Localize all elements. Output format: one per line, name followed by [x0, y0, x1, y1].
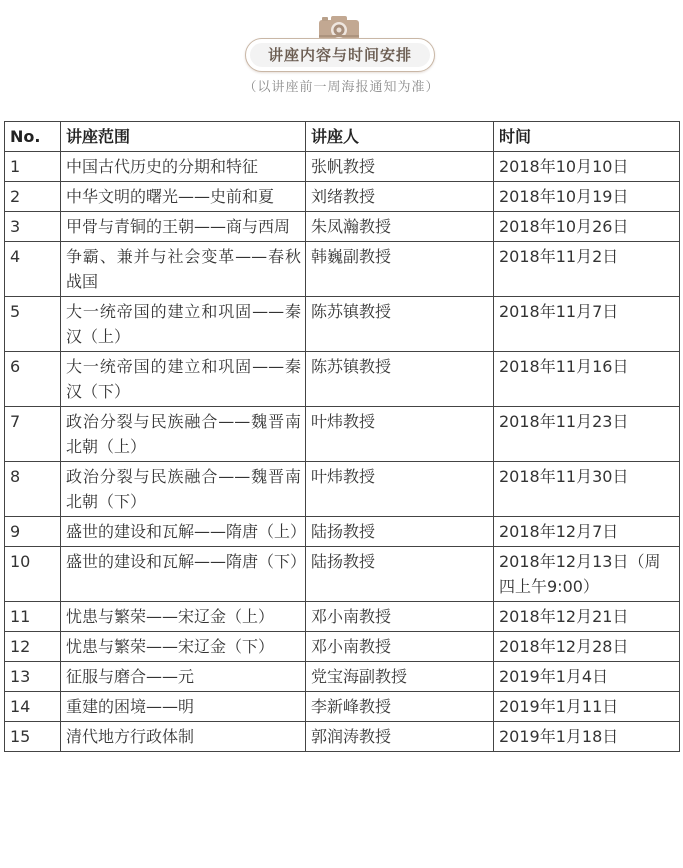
- cell-speaker: 叶炜教授: [306, 462, 494, 517]
- cell-date: 2018年11月7日: [494, 297, 680, 352]
- cell-date: 2018年10月26日: [494, 212, 680, 242]
- cell-date: 2018年11月2日: [494, 242, 680, 297]
- cell-date: 2019年1月11日: [494, 692, 680, 722]
- cell-no: 15: [5, 722, 61, 752]
- table-row: [5, 352, 680, 407]
- cell-topic: 清代地方行政体制: [61, 722, 306, 752]
- cell-speaker: 党宝海副教授: [306, 662, 494, 692]
- cell-speaker: 刘绪教授: [306, 182, 494, 212]
- cell-topic: 甲骨与青铜的王朝——商与西周: [61, 212, 306, 242]
- cell-topic: 忧患与繁荣——宋辽金（下）: [61, 632, 306, 662]
- cell-no: 2: [5, 182, 61, 212]
- cell-speaker: 邓小南教授: [306, 632, 494, 662]
- cell-speaker: 陆扬教授: [306, 517, 494, 547]
- table-row: [5, 182, 680, 212]
- cell-topic: 重建的困境——明: [61, 692, 306, 722]
- cell-date: 2018年12月13日（周四上午9:00）: [494, 547, 680, 602]
- cell-date: 2018年11月30日: [494, 462, 680, 517]
- subtitle-note: （以讲座前一周海报通知为准）: [243, 80, 440, 95]
- cell-topic: 中国古代历史的分期和特征: [61, 152, 306, 182]
- cell-no: 9: [5, 517, 61, 547]
- cell-speaker: 邓小南教授: [306, 602, 494, 632]
- lecture-schedule-table: [4, 121, 680, 752]
- cell-date: 2018年11月16日: [494, 352, 680, 407]
- cell-topic: 争霸、兼并与社会变革——春秋战国: [61, 242, 306, 297]
- cell-no: 12: [5, 632, 61, 662]
- cell-no: 3: [5, 212, 61, 242]
- table-row: [5, 462, 680, 517]
- cell-topic: 政治分裂与民族融合——魏晋南北朝（上）: [61, 407, 306, 462]
- cell-no: 11: [5, 602, 61, 632]
- table-row: [5, 602, 680, 632]
- cell-date: 2018年12月7日: [494, 517, 680, 547]
- table-row: [5, 407, 680, 462]
- table-row: [5, 547, 680, 602]
- cell-speaker: 陆扬教授: [306, 547, 494, 602]
- column-header-date: 时间: [494, 122, 680, 152]
- table-row: [5, 517, 680, 547]
- table-row: [5, 242, 680, 297]
- cell-date: 2019年1月4日: [494, 662, 680, 692]
- column-header-no: No.: [5, 122, 61, 152]
- section-header: [0, 0, 683, 110]
- cell-topic: 征服与磨合——元: [61, 662, 306, 692]
- cell-speaker: 韩巍副教授: [306, 242, 494, 297]
- cell-speaker: 张帆教授: [306, 152, 494, 182]
- cell-no: 13: [5, 662, 61, 692]
- cell-speaker: 郭润涛教授: [306, 722, 494, 752]
- cell-date: 2018年12月21日: [494, 602, 680, 632]
- table-row: [5, 662, 680, 692]
- cell-topic: 中华文明的曙光——史前和夏: [61, 182, 306, 212]
- cell-topic: 大一统帝国的建立和巩固——秦汉（上）: [61, 297, 306, 352]
- cell-no: 7: [5, 407, 61, 462]
- table-row: [5, 722, 680, 752]
- cell-no: 6: [5, 352, 61, 407]
- cell-speaker: 陈苏镇教授: [306, 297, 494, 352]
- page-title: 讲座内容与时间安排: [250, 43, 430, 67]
- cell-speaker: 叶炜教授: [306, 407, 494, 462]
- table-row: [5, 212, 680, 242]
- cell-no: 8: [5, 462, 61, 517]
- cell-no: 14: [5, 692, 61, 722]
- cell-topic: 大一统帝国的建立和巩固——秦汉（下）: [61, 352, 306, 407]
- cell-topic: 政治分裂与民族融合——魏晋南北朝（下）: [61, 462, 306, 517]
- cell-topic: 盛世的建设和瓦解——隋唐（下）: [61, 547, 306, 602]
- cell-speaker: 朱凤瀚教授: [306, 212, 494, 242]
- cell-speaker: 陈苏镇教授: [306, 352, 494, 407]
- table-row: [5, 152, 680, 182]
- cell-date: 2018年11月23日: [494, 407, 680, 462]
- cell-date: 2018年12月28日: [494, 632, 680, 662]
- cell-topic: 忧患与繁荣——宋辽金（上）: [61, 602, 306, 632]
- table-header-row: [5, 122, 680, 152]
- cell-date: 2018年10月19日: [494, 182, 680, 212]
- cell-no: 4: [5, 242, 61, 297]
- cell-topic: 盛世的建设和瓦解——隋唐（上）: [61, 517, 306, 547]
- title-badge: [245, 38, 435, 72]
- column-header-topic: 讲座范围: [61, 122, 306, 152]
- table-row: [5, 297, 680, 352]
- cell-no: 1: [5, 152, 61, 182]
- cell-date: 2019年1月18日: [494, 722, 680, 752]
- cell-no: 10: [5, 547, 61, 602]
- cell-date: 2018年10月10日: [494, 152, 680, 182]
- cell-no: 5: [5, 297, 61, 352]
- cell-speaker: 李新峰教授: [306, 692, 494, 722]
- table-row: [5, 692, 680, 722]
- column-header-speaker: 讲座人: [306, 122, 494, 152]
- table-row: [5, 632, 680, 662]
